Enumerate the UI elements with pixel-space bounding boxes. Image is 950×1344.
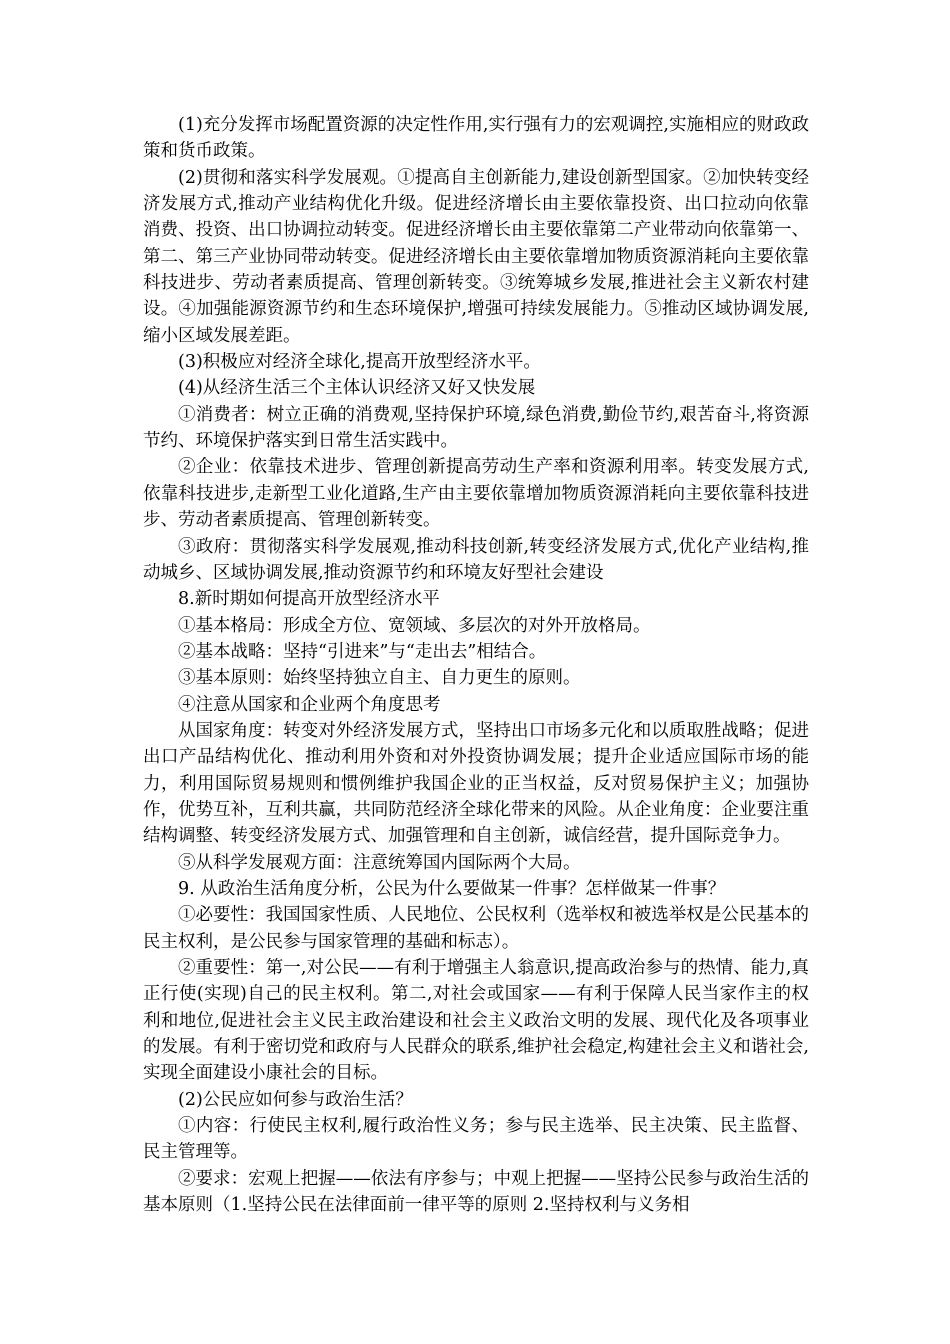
paragraph: ①基本格局：形成全方位、宽领域、多层次的对外开放格局。 bbox=[178, 615, 651, 636]
paragraph: ①内容：行使民主权利,履行政治性义务；参与民主选举、民主决策、民主监督、民主管理等。 bbox=[143, 1116, 809, 1163]
paragraph: ⑤从科学发展观方面：注意统筹国内国际两个大局。 bbox=[178, 852, 581, 873]
paragraph: ②重要性：第一,对公民——有利于增强主人翁意识,提高政治参与的热情、能力,真正行使(实现)自己的民主权利。第二,对社会或国家——有利于保障人民当家作主的权利和地位,促进社会主义民主政治建设和社会主义政治文明的发展、现代化及各项事业的发展。有利于密切党和政府与人民群众的联系,维护社会稳定,构建社会主义和谐社会,实现全面建设小康社会的目标。 bbox=[143, 958, 809, 1084]
paragraph: ③基本原则：始终坚持独立自主、自力更生的原则。 bbox=[178, 668, 581, 689]
paragraph: (2)贯彻和落实科学发展观。①提高自主创新能力,建设创新型国家。②加快转变经济发展方式,推动产业结构优化升级。促进经济增长由主要依靠投资、出口拉动向依靠消费、投资、出口协调拉动转变。促进经济增长由主要依靠第二产业带动向依靠第一、第二、第三产业协同带动转变。促进经济增长由主要依靠增加物质资源消耗向主要依靠科技进步、劳动者素质提高、管理创新转变。③统筹城乡发展,推进社会主义新农村建设。④加强能源资源节约和生态环境保护,增强可持续发展能力。⑤推动区域协调发展,缩小区域发展差距。 bbox=[143, 167, 809, 346]
paragraph: ②要求：宏观上把握——依法有序参与；中观上把握——坚持公民参与政治生活的基本原则（1.坚持公民在法律面前一律平等的原则 2.坚持权利与义务相 bbox=[143, 1168, 809, 1216]
paragraph: ②企业：依靠技术进步、管理创新提高劳动生产率和资源利用率。转变发展方式,依靠科技进步,走新型工业化道路,生产由主要依靠增加物质资源消耗向主要依靠科技进步、劳动者素质提高、管理创新转变。 bbox=[143, 457, 809, 531]
paragraph: (2)公民应如何参与政治生活？ bbox=[178, 1089, 413, 1110]
paragraph: 8.新时期如何提高开放型经济水平 bbox=[178, 589, 440, 610]
paragraph: 从国家角度：转变对外经济发展方式，坚持出口市场多元化和以质取胜战略；促进出口产品结构优化、推动利用外资和对外投资协调发展；提升企业适应国际市场的能力，利用国际贸易规则和惯例维护我国企业的正当权益，反对贸易保护主义；加强协作，优势互补，互利共赢，共同防范经济全球化带来的风险。从企业角度：企业要注重结构调整、转变经济发展方式、加强管理和自主创新，诚信经营，提升国际竞争力。 bbox=[143, 720, 809, 847]
paragraph: (3)积极应对经济全球化,提高开放型经济水平。 bbox=[178, 352, 541, 373]
paragraph: ①必要性：我国国家性质、人民地位、公民权利（选举权和被选举权是公民基本的民主权利，是公民参与国家管理的基础和标志）。 bbox=[143, 905, 809, 952]
paragraph: (1)充分发挥市场配置资源的决定性作用,实行强有力的宏观调控,实施相应的财政政策和货币政策。 bbox=[143, 115, 809, 162]
paragraph: ①消费者：树立正确的消费观,坚持保护环境,绿色消费,勤俭节约,艰苦奋斗,将资源节约、环境保护落实到日常生活实践中。 bbox=[143, 404, 809, 452]
paragraph: ②基本战略：坚持“引进来”与“走出去”相结合。 bbox=[178, 641, 547, 662]
paragraph: ③政府：贯彻落实科学发展观,推动科技创新,转变经济发展方式,优化产业结构,推动城乡、区域协调发展,推动资源节约和环境友好型社会建设 bbox=[143, 536, 809, 583]
paragraph: ④注意从国家和企业两个角度思考 bbox=[178, 694, 441, 715]
paragraph: (4)从经济生活三个主体认识经济又好又快发展 bbox=[178, 378, 536, 399]
paragraph: 9. 从政治生活角度分析，公民为什么要做某一件事？怎样做某一件事？ bbox=[178, 878, 726, 899]
document-page bbox=[143, 112, 809, 1218]
